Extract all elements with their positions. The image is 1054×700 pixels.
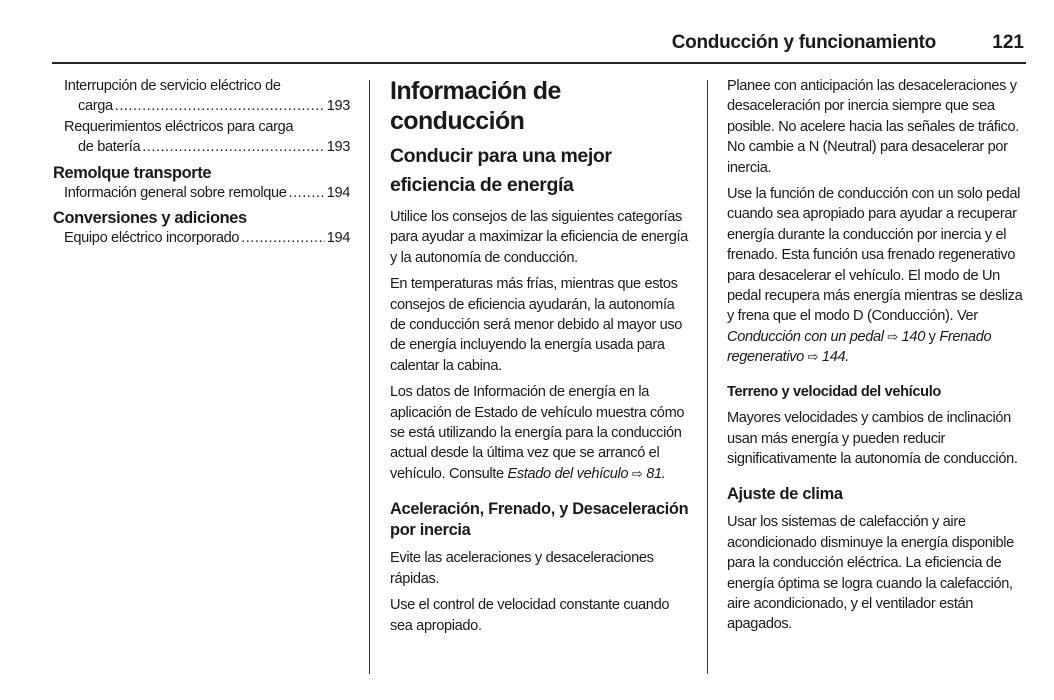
toc-leader-dots	[142, 137, 324, 157]
driving-info-column	[390, 76, 690, 642]
toc-item-label: Equipo eléctrico incorporado	[64, 230, 240, 247]
minor-heading: Terreno y velocidad del vehículo	[727, 383, 941, 400]
page-number: 121	[992, 32, 1024, 53]
paragraph: Evite las aceleraciones y desaceleraciones rápidas.	[390, 550, 654, 587]
toc-leader-dots	[241, 228, 325, 248]
cross-reference-link[interactable]: Conducción con un pedal	[727, 328, 884, 345]
paragraph: Planee con anticipación las desaceleraciones y desaceleración por inercia siempre que sea posible. No acelere hacia las señales de tráfico. No cambie a N (Neutral) para desacelerar por inercia.	[727, 78, 1019, 176]
running-header-title: Conducción y funcionamiento	[671, 32, 936, 53]
toc-item-label: Información general sobre remolque	[64, 184, 287, 201]
toc-section-heading[interactable]: Conversiones y adiciones	[53, 209, 247, 228]
toc-item-equipo[interactable]	[53, 228, 350, 248]
column-divider	[707, 80, 708, 674]
paragraph: Usar los sistemas de calefacción y aire acondicionado disminuye la energía disponible para la conducción eléctrica. La eficiencia de energía óptima se logra cuando la calefacción, aire acondicionado, y el ventilador están apagados.	[727, 514, 1014, 633]
cross-reference-link[interactable]: Frenado regenerativo	[727, 328, 992, 366]
toc-leader-dots	[289, 183, 325, 203]
paragraph: Utilice los consejos de las siguientes categorías para ayudar a maximizar la eficiencia de energía y la autonomía de conducción.	[390, 209, 688, 266]
toc-section-heading[interactable]: Remolque transporte	[53, 163, 212, 182]
toc-item-remolque[interactable]	[53, 183, 350, 203]
paragraph: Mayores velocidades y cambios de inclinación usan más energía y pueden reducir significativamente la autonomía de conducción.	[727, 410, 1018, 467]
cross-reference-link[interactable]: Estado del vehículo	[507, 465, 629, 482]
header-rule	[52, 62, 1026, 64]
page-reference-arrow-icon: ⇨	[887, 328, 898, 344]
toc-page-number: 193	[326, 98, 350, 115]
paragraph: Use el control de velocidad constante cuando sea apropiado.	[390, 597, 670, 634]
toc-item-interrupcion[interactable]	[53, 76, 350, 117]
toc-item-requerimientos[interactable]	[53, 117, 350, 158]
subsection-heading: Ajuste de clima	[727, 485, 843, 504]
page-reference-arrow-icon: ⇨	[631, 465, 643, 481]
page-reference[interactable]: 144.	[821, 349, 849, 366]
toc-leader-dots	[115, 96, 325, 116]
toc-item-label-line2: de batería	[78, 139, 141, 156]
section-subtitle: Conducir para una mejor eficiencia de energía	[390, 145, 612, 196]
toc-column	[53, 76, 350, 248]
toc-page-number: 193	[326, 139, 350, 156]
paragraph: En temperaturas más frías, mientras que estos consejos de eficiencia ayudarán, la autonomía de conducción será menor debido al mayor uso de energía incluyendo la energía usada para calentar la cabina.	[390, 276, 683, 374]
toc-page-number: 194	[326, 184, 350, 201]
paragraph: Los datos de Información de energía en la aplicación de Estado de vehículo muestra cómo se está utilizando la energía para la conducción actual desde la última vez que se arrancó el vehículo. Consulte Estado del vehículo ⇨ 81.	[390, 384, 685, 482]
page-reference[interactable]: 81.	[646, 465, 666, 482]
paragraph: Use la función de conducción con un solo pedal cuando sea apropiado para ayudar a recuperar energía durante la conducción por inercia y el frenado. Esta función usa frenado regenerativo para desacelerar el vehículo. El modo de Un pedal recupera más energía mientras se desliza y frena que el modo D (Conducción). Ver Conducción con un pedal ⇨ 140 y Frenado regenerativo ⇨ 144.	[727, 186, 1023, 366]
toc-item-label-line1: Interrupción de servicio eléctrico de	[64, 78, 281, 94]
toc-page-number: 194	[326, 230, 350, 247]
subsection-heading: Aceleración, Frenado, y Desaceleración por inercia	[390, 500, 689, 540]
section-title: Información de conducción	[390, 77, 561, 135]
column-divider	[369, 80, 370, 674]
tips-column	[727, 76, 1027, 641]
toc-item-label-line2: carga	[78, 98, 113, 115]
page-reference-arrow-icon: ⇨	[807, 349, 819, 365]
page-reference[interactable]: 140	[901, 328, 925, 345]
toc-item-label-line1: Requerimientos eléctricos para carga	[64, 118, 294, 135]
